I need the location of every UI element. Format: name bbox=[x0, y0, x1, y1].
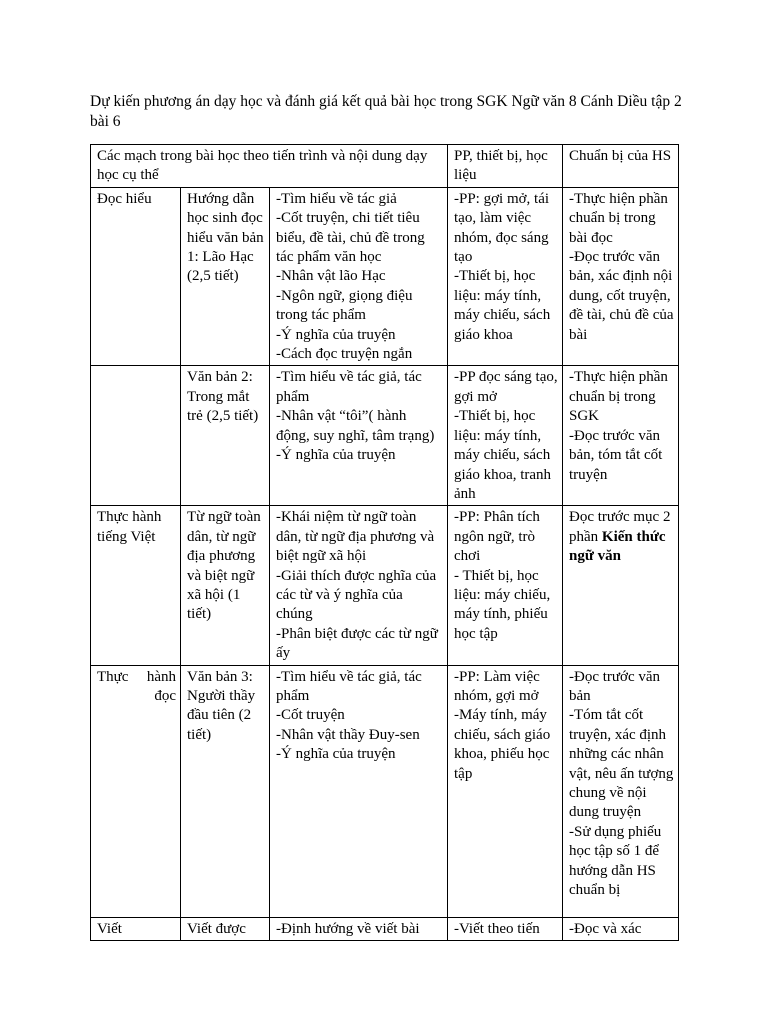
methods-cell bbox=[448, 665, 563, 917]
lesson-plan-table bbox=[90, 144, 679, 941]
content-item: -Cách đọc truyện ngắn bbox=[276, 346, 413, 363]
prep-text: Đọc trước mục 2 phần bbox=[569, 509, 671, 545]
table-row bbox=[91, 506, 679, 665]
content-cell bbox=[270, 506, 448, 665]
lesson-cell: Hướng dẫn học sinh đọc hiểu văn bản 1: Lão Hạc (2,5 tiết) bbox=[181, 187, 270, 366]
content-item: -Ý nghĩa của truyện bbox=[276, 746, 396, 763]
prep-cell bbox=[563, 917, 679, 940]
lesson-cell: Từ ngữ toàn dân, từ ngữ địa phương và biệt ngữ xã hội (1 tiết) bbox=[181, 506, 270, 665]
content-item: -Ý nghĩa của truyện bbox=[276, 447, 396, 464]
method-item: - Thiết bị, học liệu: máy chiếu, máy tính, phiếu học tập bbox=[454, 567, 551, 642]
content-item: -Ngôn ngữ, giọng điệu trong tác phẩm bbox=[276, 287, 413, 324]
lesson-cell: Viết được bbox=[181, 917, 270, 940]
lesson-cell: Văn bản 2: Trong mắt trẻ (2,5 tiết) bbox=[181, 366, 270, 506]
section-cell: Đọc hiểu bbox=[91, 187, 181, 366]
content-item: -Nhân vật lão Hạc bbox=[276, 268, 386, 285]
section-text: Thực hành đọc bbox=[97, 668, 176, 704]
content-item: -Định hướng về viết bài bbox=[276, 920, 420, 937]
methods-cell bbox=[448, 917, 563, 940]
prep-item: -Tóm tắt cốt truyện, xác định những các nhân vật, nêu ấn tượng chung về nội dung truyện bbox=[569, 707, 674, 821]
lesson-cell: Văn bản 3: Người thầy đầu tiên (2 tiết) bbox=[181, 665, 270, 917]
methods-cell bbox=[448, 187, 563, 366]
prep-item: -Sử dụng phiếu học tập số 1 để hướng dẫn HS chuẩn bị bbox=[569, 823, 662, 899]
content-cell bbox=[270, 665, 448, 917]
prep-item: -Đọc trước văn bản, tóm tắt cốt truyện bbox=[569, 427, 663, 483]
method-item: -PP: Làm việc nhóm, gợi mở bbox=[454, 668, 540, 704]
method-item: -Viết theo tiến bbox=[454, 920, 540, 937]
section-cell bbox=[91, 366, 181, 506]
prep-item: -Đọc trước văn bản bbox=[569, 668, 661, 704]
content-item: -Cốt truyện bbox=[276, 707, 345, 724]
header-student-prep: Chuẩn bị của HS bbox=[563, 145, 679, 188]
content-item: -Giải thích được nghĩa của các từ và ý nghĩa của chúng bbox=[276, 567, 437, 623]
prep-item: -Thực hiện phần chuẩn bị trong bài đọc bbox=[569, 190, 668, 246]
method-item: -Máy tính, máy chiếu, sách giáo khoa, phiếu học tập bbox=[454, 707, 551, 782]
table-row bbox=[91, 187, 679, 366]
prep-cell bbox=[563, 506, 679, 665]
content-cell bbox=[270, 366, 448, 506]
content-item: -Cốt truyện, chi tiết tiêu biểu, đề tài, chủ đề trong tác phẩm văn học bbox=[276, 210, 425, 266]
table-row bbox=[91, 917, 679, 940]
section-cell: Thực hành tiếng Việt bbox=[91, 506, 181, 665]
method-item: -PP: gợi mở, tái tạo, làm việc nhóm, đọc sáng tạo bbox=[454, 190, 550, 266]
content-item: -Phân biệt được các từ ngữ ấy bbox=[276, 625, 438, 662]
content-item: -Nhân vật thầy Đuy-sen bbox=[276, 726, 420, 743]
header-methods: PP, thiết bị, học liệu bbox=[448, 145, 563, 188]
method-item: -PP: Phân tích ngôn ngữ, trò chơi bbox=[454, 509, 540, 565]
prep-item: -Thực hiện phần chuẩn bị trong SGK bbox=[569, 369, 668, 425]
content-item: -Tìm hiểu về tác giả, tác phẩm bbox=[276, 668, 422, 704]
method-item: -Thiết bị, học liệu: máy tính, máy chiếu, sách giáo khoa bbox=[454, 268, 551, 343]
table-header-row bbox=[91, 145, 679, 188]
header-content-strands: Các mạch trong bài học theo tiến trình và nội dung dạy học cụ thể bbox=[91, 145, 448, 188]
content-item: -Nhân vật “tôi”( hành động, suy nghĩ, tâm trạng) bbox=[276, 408, 435, 444]
content-item: -Tìm hiểu về tác giả bbox=[276, 190, 397, 207]
content-cell bbox=[270, 917, 448, 940]
prep-cell bbox=[563, 366, 679, 506]
section-cell: Viết bbox=[91, 917, 181, 940]
prep-text-bold: Kiến thức ngữ văn bbox=[569, 528, 666, 565]
content-cell bbox=[270, 187, 448, 366]
prep-item: -Đọc và xác bbox=[569, 920, 642, 937]
method-item: -PP đọc sáng tạo, gợi mở bbox=[454, 369, 558, 405]
content-item: -Khái niệm từ ngữ toàn dân, từ ngữ địa phương và biệt ngữ xã hội bbox=[276, 509, 435, 565]
table-row bbox=[91, 366, 679, 506]
content-item: -Ý nghĩa của truyện bbox=[276, 326, 396, 343]
prep-cell bbox=[563, 665, 679, 917]
section-cell bbox=[91, 665, 181, 917]
table-row bbox=[91, 665, 679, 917]
prep-item: -Đọc trước văn bản, xác định nội dung, cốt truyện, đề tài, chủ đề của bài bbox=[569, 249, 674, 343]
prep-cell bbox=[563, 187, 679, 366]
method-item: -Thiết bị, học liệu: máy tính, máy chiếu, sách giáo khoa, tranh ảnh bbox=[454, 408, 552, 502]
methods-cell bbox=[448, 506, 563, 665]
methods-cell bbox=[448, 366, 563, 506]
page-title: Dự kiến phương án dạy học và đánh giá kết quả bài học trong SGK Ngữ văn 8 Cánh Diều tập 2 bài 6 bbox=[90, 93, 682, 130]
content-item: -Tìm hiểu về tác giả, tác phẩm bbox=[276, 369, 422, 405]
